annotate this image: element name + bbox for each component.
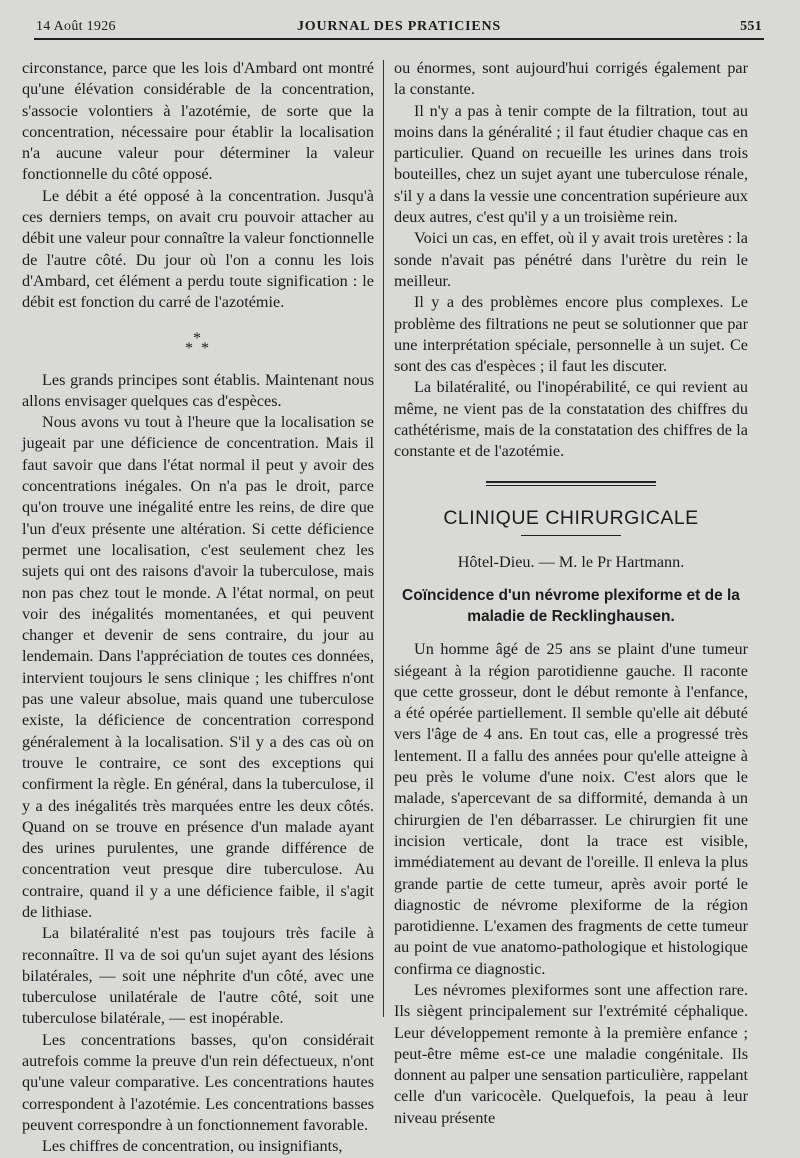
issue-date: 14 Août 1926 (36, 19, 116, 34)
paragraph: Nous avons vu tout à l'heure que la localisation se jugeait par une déficience de concentration. Mais il faut savoir que dans l'état normal il peut y avoir des concentrations inégales. On n'a pas le droit, parce qu'on trouve une inégalité entre les reins, de dire que l'un d'eux présente une altération. Si cette déficience permet une localisation, c'est seulement chez les sujets qui ont des raisons d'avoir la tuberculose, mais non pas chez tout le monde. A l'état normal, on peut voir des inégalités momentanées, et qui peuvent changer et devenir de sens contraire, du jour au lendemain. Dans l'appréciation de toutes ces données, intervient toujours le sens clinique ; les chiffres n'ont pas une valeur absolue, mais quand une tuberculose existe, la déficience de concentration correspond généralement à la localisation. S'il y a des cas où on trouve le contraire, ce sont des exceptions qui confirment la règle. En général, dans la tuberculose, il y a des inégalités très marquées entre les deux côtés. Quand on se trouve en présence d'un malade ayant des urines purulentes, une grande différence de concentration veut presque dire tuberculose. Au contraire, quand il y a une déficience faible, il s'agit de lithiase. (22, 413, 374, 921)
paragraph: Le débit a été opposé à la concentration. Jusqu'à ces derniers temps, on avait cru pouvoir attacher au débit une valeur pour connaître la valeur fonctionnelle de l'autre côté. Du jour où l'on a connu les lois d'Ambard, cet élément a perdu toute signification : le débit est fonction du carré de l'azotémie. (22, 186, 374, 312)
paragraph: Voici un cas, en effet, où il y avait trois uretères : la sonde n'avait pas pénétré dans l'urètre du rein le meilleur. (394, 229, 748, 290)
paragraph: Il n'y a pas à tenir compte de la filtration, tout au moins dans la généralité ; il faut étudier chaque cas en particulier. Quand on recueille les urines dans trois bouteilles, chez un sujet ayant une tuberculose rénale, s'il y a dans la vessie une concentration supérieure aux deux autres, c'est qu'il y a un troisième rein. (394, 101, 748, 227)
paragraph: ou énormes, sont aujourd'hui corrigés également par la constante. (394, 59, 748, 99)
page-number: 551 (740, 19, 762, 34)
running-header (36, 16, 762, 36)
paragraph: Les névromes plexiformes sont une affection rare. Ils siègent principalement sur l'extrémité céphalique. Leur développement remonte à la première enfance ; peut-être même est-ce une maladie congénitale. Ils donnent au palper une sensation particulière, rappelant celle d'un varicocèle. Quelquefois, la peau à leur niveau présente (394, 980, 748, 1127)
column-divider (383, 60, 384, 1017)
paragraph: Les concentrations basses, qu'on considérait autrefois comme la preuve d'un rein défectueux, n'ont qu'une valeur comparative. Les concentrations hautes correspondent à l'azotémie. Les concentrations basses peuvent correspondre à un fonctionnement favorable. (22, 1030, 374, 1134)
journal-title: JOURNAL DES PRATICIENS (296, 19, 502, 34)
paragraph: La bilatéralité, ou l'inopérabilité, ce qui revient au même, ne vient pas de la constatation des chiffres du cathétérisme, mais de la constatation des chiffres de la constante et de l'azotémie. (394, 378, 748, 461)
section-title: CLINIQUE CHIRURGICALE (443, 506, 699, 529)
paragraph: Les chiffres de concentration, ou insignifiants, (42, 1137, 343, 1156)
paragraph: circonstance, parce que les lois d'Ambard ont montré qu'une élévation considérable de la concentration, s'associe volontiers à l'azotémie, de sorte que la concentration, nécessaire pour établir la localisation n'a aucune valeur pour déterminer la valeur fonctionnelle du côté opposé. (22, 59, 374, 184)
paragraph: Les grands principes sont établis. Maintenant nous allons envisager quelques cas d'espèces. (22, 370, 374, 410)
paragraph: Il y a des problèmes encore plus complexes. Le problème des filtrations ne peut se solutionner que par une interprétation spéciale, personnelle à un sujet. Ce sont des cas d'espèces ; il faut les discuter. (394, 293, 748, 376)
right-column (394, 58, 748, 1127)
paragraph: La bilatéralité n'est pas toujours très facile à reconnaître. Il va de soi qu'un sujet ayant des lésions bilatérales, — soit une néphrite d'un côté, avec une tuberculose unilatérale de l'autre côté, soit une tuberculose bilatérale, — est inopérable. (22, 924, 374, 1028)
asterism: * * * (185, 329, 211, 357)
section-separator (486, 481, 656, 486)
byline: Hôtel-Dieu. — M. le Pr Hartmann. (457, 552, 685, 571)
paragraph: Un homme âgé de 25 ans se plaint d'une tumeur siégeant à la région parotidienne gauche. Il raconte que cette grosseur, dont le début remonte à l'enfance, a été opérée partiellement. Il semble qu'elle ait débuté vers l'âge de 4 ans. En tout cas, elle a progressé très lentement. Il a fallu des années pour qu'elle atteigne à peu près le volume d'une noix. C'est alors que le malade, s'apercevant de sa difformité, demanda à un chirurgien de l'en débarrasser. Le chirurgien fit une incision verticale, dont la trace est visible, immédiatement au devant de l'oreille. Il enleva la plus grande partie de cette tumeur, après avoir porté le diagnostic de névrome plexiforme de la région parotidienne. L'examen des fragments de cette tumeur au point de vue anatomo-pathologique et histologique confirma ce diagnostic. (394, 640, 748, 978)
title-underline (521, 535, 621, 536)
left-column (22, 58, 374, 1156)
header-rule (34, 38, 764, 40)
article-title: Coïncidence d'un névrome plexiforme et de la maladie de Recklinghausen. (402, 587, 740, 626)
